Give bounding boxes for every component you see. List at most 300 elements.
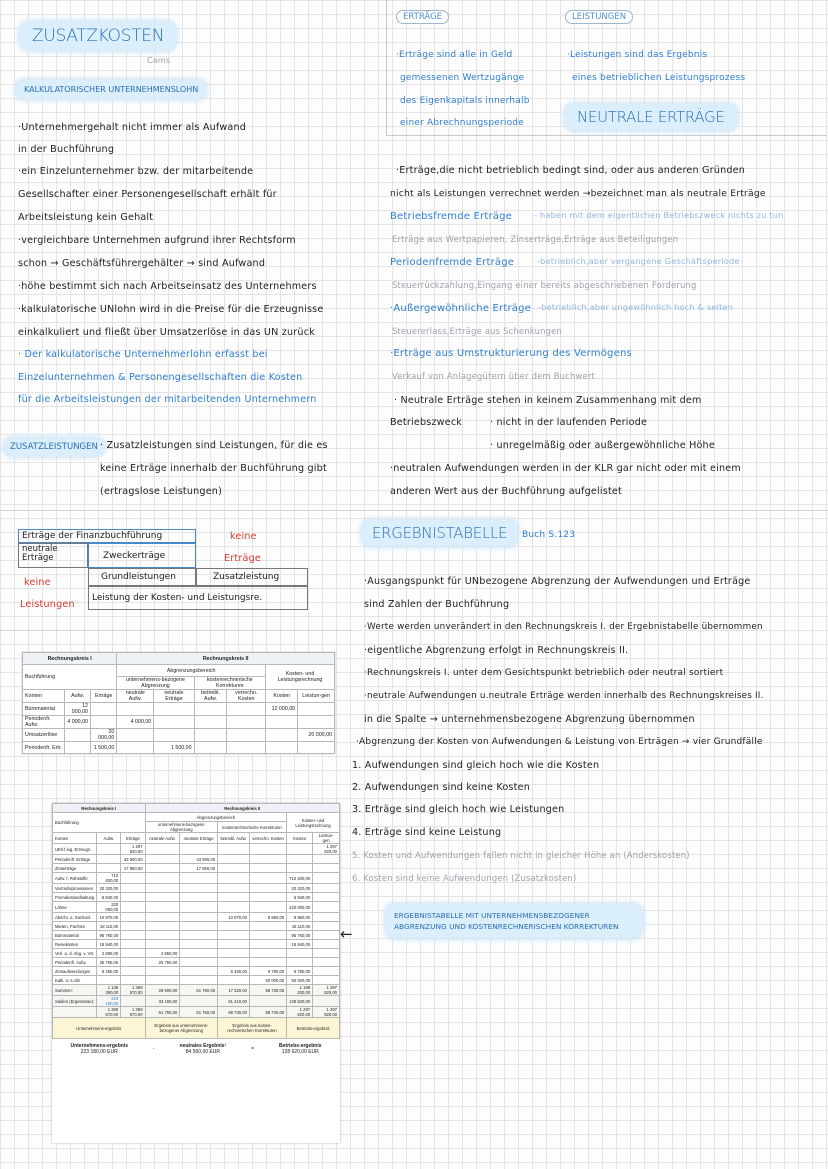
th-unternehmens: unternehmens-bezogene Abgrenzung [145,822,218,833]
table-cell: 18 940,00 [97,940,121,949]
table-cell: 1 297 820,00 [313,844,340,855]
text-line: nicht als Leistungen verrechnet werden →bezeichnet man als neutrale Erträge [390,188,766,199]
table-cell [218,922,250,931]
text-line: schon → Geschäftsführergehälter → sind Aufwand [18,258,266,269]
table-cell [227,703,266,716]
table-cell: 220 000,00 [287,902,313,913]
table-cell: Fremdinstandhaltung [53,893,97,902]
table-cell [121,902,145,913]
table-cell [249,931,286,940]
table-cell: 223 180,00 [97,996,121,1007]
table-cell [180,893,218,902]
table-cell: 25 750,00 [97,958,121,967]
callout-line: ERGEBNISTABELLE MIT UNTERNEHMENSBEZOGENER [394,911,590,920]
text-line-blue: des Eigenkapitals innerhalb [400,96,530,106]
th-buchfuehrung: Buchführung [53,813,146,833]
text-line-blue: ·Leistungen sind das Ergebnis [567,50,708,60]
th-rk1: Rechnungskreis I [53,804,146,813]
table-cell [145,864,180,873]
table-cell: UErl.f.eig. Erzeugn. [53,844,97,855]
table-cell [313,967,340,976]
text-line: · Neutrale Erträge stehen in keinem Zusammenhang mit dem [394,395,702,406]
table-cell [65,729,91,742]
table-cell [121,931,145,940]
table-cell: 43 900,00 [180,855,218,864]
cell-grundleistungen: Grundleistungen [88,568,196,586]
formula-operator: - [152,1046,155,1052]
table-cell: 17 850,00 [121,864,145,873]
table-cell: 1 136 390,00 [97,985,121,996]
table-cell: Büromaterial [23,703,65,716]
table-cell: 33 150,00 [145,996,180,1007]
table-cell [97,855,121,864]
item-head: Betriebsfremde Erträge [390,211,513,222]
table-row [53,922,340,931]
column-header: neutrale Aufw. [145,833,180,844]
table-cell [65,742,91,754]
table-cell [313,931,340,940]
th-rk1: Rechnungskreis I [23,653,117,665]
table-cell: Periodenfr. Aufw. [23,716,65,729]
table-cell [145,893,180,902]
item-note: -betrieblich,aber vergangene Geschäftsperiode [537,256,740,266]
table-cell: 138 620,00 [287,996,313,1007]
column-header: Leistun-gen [313,833,340,844]
table-cell [121,873,145,884]
text-line: ·neutralen Aufwendungen werden in der KLR gar nicht oder mit einem [390,463,741,474]
table-cell [249,884,286,893]
table-cell: 710 400,00 [287,873,313,884]
column-header: neutrale Erträge [154,690,194,703]
table-cell [121,996,145,1007]
table-cell [313,996,340,1007]
text-line: · Zusatzleistungen sind Leistungen, für die es [100,440,328,451]
table-cell [194,729,227,742]
table-row [23,703,335,716]
text-line: ·Werte werden unverändert in den Rechnungskreis I. der Ergebnistabelle übernommen [364,622,763,632]
item-note: -betrieblich,aber ungewöhnlich hoch & selten [538,302,734,312]
table-cell: Kalk. U.-Lohn [53,976,97,985]
table-cell: Büromaterial [53,931,97,940]
th-rk2: Rechnungskreis II [145,804,339,813]
table-cell [249,902,286,913]
table-cell [180,873,218,884]
table-cell [218,864,250,873]
table-cell [145,913,180,922]
text-line: 2. Aufwendungen sind keine Kosten [352,782,530,793]
column-header: Erträge [91,690,117,703]
formula-term: Betriebs-ergebnis 138 620,00 EUR [279,1043,322,1055]
table-cell: 20 320,00 [287,884,313,893]
table-cell: 9 780,00 [287,967,313,976]
rechnungskreis-table [22,652,335,754]
table-cell: 28 600,00 [145,985,180,996]
table-cell: 12 000,00 [65,703,91,716]
table-cell [313,884,340,893]
table-cell [287,949,313,958]
table-cell [287,855,313,864]
divider [0,510,828,511]
table-row [53,940,340,949]
column-header: Aufw. [65,690,91,703]
table-cell: 43 900,00 [121,855,145,864]
table-row [53,949,340,958]
table-cell [145,884,180,893]
book-reference: Buch S.123 [522,530,576,540]
ergebnistabelle-title: ERGEBNISTABELLE [362,520,517,546]
text-line: in die Spalte → unternehmensbezogene Abgrenzung übernommen [364,714,695,725]
example-table-small [22,652,335,754]
table-cell [194,742,227,754]
item-head: ·Erträge aus Umstrukturierung des Vermögens [390,348,632,359]
table-row [53,985,340,996]
table-cell: 50 000,00 [287,976,313,985]
table-cell: Periodenfr. Erträge [53,855,97,864]
table-cell [121,940,145,949]
table-cell: Verl. a. d. Abg. v. VG [53,949,97,958]
table-cell: 61 750,00 [180,985,218,996]
column-header: Konten [23,690,65,703]
table-cell: 1 297 820,00 [121,844,145,855]
table-cell: 1 359 570,00 [121,985,145,996]
text-line: ·kalkulatorische UNlohn wird in die Preise für die Erzeugnisse [18,304,324,315]
text-line: keine Erträge innerhalb der Buchführung gibt [100,463,327,474]
table-cell [194,716,227,729]
table-cell [91,703,117,716]
table-cell: Zinsaufwendungen [53,967,97,976]
table-cell [218,873,250,884]
table-cell: 2 850,00 [97,949,121,958]
table-cell [121,913,145,922]
table-cell [91,716,117,729]
column-header: Kosten [287,833,313,844]
item-head: Periodenfremde Erträge [390,257,515,268]
label-ertraege: Erträge [224,553,261,564]
divider [386,0,387,135]
table-cell: Aufw. f. Rohstoffe [53,873,97,884]
table-cell: 1 359 570,00 [121,1007,145,1018]
label-keine: keine [24,577,51,588]
table-cell [180,931,218,940]
table-row [53,893,340,902]
column-header: Erträge [121,833,145,844]
table-cell [121,967,145,976]
table-cell [154,716,194,729]
table-cell [145,922,180,931]
table-cell [145,931,180,940]
th-unternehmens: unternehmens-bezogene Abgrenzung [117,677,194,690]
text-line-blue: gemessenen Wertzugänge [400,73,525,83]
item-example: Steuerrückzahlung,Eingang einer bereits abgeschriebenen Forderung [392,280,697,290]
table-cell [145,855,180,864]
text-line-blue: ·Erträge sind alle in Geld [396,50,513,60]
text-line-light: 5. Kosten und Aufwendungen fallen nicht in gleicher Höhe an (Anderskosten) [352,850,690,860]
table-row [53,873,340,884]
table-cell [266,742,298,754]
table-cell [154,729,194,742]
formula-term: Unternehmens-ergebnis 223 180,00 EUR [70,1043,128,1055]
text-line: 3. Erträge sind gleich hoch wie Leistungen [352,804,565,815]
table-row [53,976,340,985]
table-cell [298,703,335,716]
table-cell [180,922,218,931]
text-line: Arbeitsleistung kein Gehalt [18,212,154,223]
table-cell: 8 950,00 [249,913,286,922]
table-cell [266,729,298,742]
table-cell [313,913,340,922]
ergebnistabelle-callout [386,904,642,938]
table-cell: 17 850,00 [180,864,218,873]
text-line-light: 6. Kosten sind keine Aufwendungen (Zusatzkosten) [352,873,577,883]
column-header: neutrale Aufw. [117,690,154,703]
table-cell: 25 750,00 [145,958,180,967]
table-cell: Umsatzerlöse [23,729,65,742]
table-cell: 6 450,00 [218,967,250,976]
table-cell [313,893,340,902]
table-cell [287,864,313,873]
table-cell [180,967,218,976]
table-cell: Zinserträge [53,864,97,873]
table-cell [180,976,218,985]
table-row [53,902,340,913]
table-cell [117,703,154,716]
ertraege-pill: ERTRÄGE [396,10,449,24]
table-cell: 6 940,00 [287,893,313,902]
text-line: ·ein Einzelunternehmer bzw. der mitarbeitende [18,166,254,177]
text-line: ·eigentliche Abgrenzung erfolgt in Rechnungskreis II. [364,645,629,656]
cell-zweckertraege: Zweckerträge [88,543,196,568]
table-cell [249,855,286,864]
table-cell [313,958,340,967]
formula-operator: = [251,1046,255,1052]
table-cell: 10 870,00 [97,913,121,922]
table-cell: 1 297 820,00 [313,1007,340,1018]
column-header: verrechn. Kosten [249,833,286,844]
table-cell [218,949,250,958]
text-line: ·Abgrenzung der Kosten von Aufwendungen & Leistung von Erträgen → vier Grundfälle [356,737,763,747]
table-cell: 1 159 200,00 [287,985,313,996]
text-line: anderen Wert aus der Buchführung aufgelistet [390,486,622,497]
divider [386,135,826,136]
text-line: · nicht in der laufenden Periode [490,417,648,428]
table-cell [97,976,121,985]
table-cell [266,716,298,729]
table-cell: Löhne [53,902,97,913]
formula-term: neutrales Ergebnis¹ 84 560,00 EUR [179,1043,227,1055]
table-cell [287,958,313,967]
table-cell [227,729,266,742]
table-row [53,884,340,893]
table-row [53,958,340,967]
text-line: sind Zahlen der Buchführung [364,599,510,610]
table-cell: Periodenfr. Ertr. [23,742,65,754]
table-cell [145,902,180,913]
table-cell [298,742,335,754]
table-cell [227,716,266,729]
text-line: Gesellschafter einer Personengesellschaft erhält für [18,189,277,200]
table-cell: 50 000,00 [249,976,286,985]
table-cell: Summen: [53,985,97,996]
th-rk2: Rechnungskreis II [117,653,335,665]
table-cell [249,996,286,1007]
table-cell [121,922,145,931]
result-label: Betriebs-ergebnis [287,1018,340,1039]
table-cell [117,742,154,754]
table-cell: 95 760,00 [97,931,121,940]
table-cell: 2 850,00 [145,949,180,958]
table-cell: 1 297 820,00 [287,1007,313,1018]
table-cell: 1 500,00 [154,742,194,754]
table-cell [145,844,180,855]
table-cell: 220 000,00 [97,902,121,913]
table-cell [97,864,121,873]
text-line-blue: einer Abrechnungsperiode [400,118,524,128]
rechnungskreis-table-full [52,803,340,1039]
table-cell [218,855,250,864]
table-cell [249,864,286,873]
table-cell [180,958,218,967]
th-kostenrechnerisch: kostenrechnerische Korrekturen [194,677,265,690]
result-label: Ergebnis aus unternehmens-bezogener Abgrenzung [145,1018,218,1039]
table-cell [249,940,286,949]
table-cell [313,855,340,864]
table-cell: Abschr. a. Sachanl. [53,913,97,922]
cell-ertraege-fibu: Erträge der Finanzbuchführung [18,529,196,543]
table-cell [313,902,340,913]
table-cell: Salden (Ergebnisse): [53,996,97,1007]
table-cell: 6 450,00 [97,967,121,976]
text-line: einkalkuliert und fließt über Umsatzerlöse in das UN zurück [18,327,315,338]
table-row [53,844,340,855]
table-cell: Mieten, Pachten [53,922,97,931]
table-cell: Vertriebsprovisionen [53,884,97,893]
table-cell: 10 870,00 [218,913,250,922]
text-line-blue: · Der kalkulatorische Unternehmerlohn erfasst bei [18,349,268,360]
table-cell [121,884,145,893]
table-cell [249,893,286,902]
table-row [23,742,335,754]
label-keine: keine [230,531,257,542]
column-header: betriebl. Aufw. [194,690,227,703]
table-cell [249,873,286,884]
column-header: Leistun-gen [298,690,335,703]
text-line: ·vergleichbare Unternehmen aufgrund ihrer Rechtsform [18,235,296,246]
table-cell [249,922,286,931]
th-abgrenzung: Abgrenzungsbereich [117,665,266,677]
neutrale-ertraege-title: NEUTRALE ERTRÄGE [565,104,737,130]
column-header: verrechn. Kosten [227,690,266,703]
table-row [53,996,340,1007]
table-cell [218,902,250,913]
text-line: ·Unternehmergehalt nicht immer als Aufwand [18,122,247,133]
column-header: Kosten [266,690,298,703]
table-cell: 20 000,00 [91,729,117,742]
signature: Cams [147,56,171,65]
th-abgrenzung: Abgrenzungsbereich [145,813,287,822]
table-cell [218,893,250,902]
item-example: Erträge aus Wertpapieren, Zinserträge,Erträge aus Beteiligungen [392,234,679,244]
table-cell: 4 000,00 [65,716,91,729]
text-line: 4. Erträge sind keine Leistung [352,827,502,838]
table-cell: 61 750,00 [180,1007,218,1018]
table-cell: 61 750,00 [145,1007,180,1018]
table-cell: 68 730,00 [249,1007,286,1018]
text-line: ·Ausgangspunkt für UNbezogene Abgrenzung der Aufwendungen und Erträge [364,576,751,587]
table-cell [218,940,250,949]
text-line: in der Buchführung [18,144,115,155]
table-cell: 51 410,00 [218,996,250,1007]
text-line-blue: für die Arbeitsleistungen der mitarbeitenden Unternehmern [18,394,317,405]
table-cell [180,884,218,893]
table-row [53,913,340,922]
table-cell: 1 500,00 [91,742,117,754]
column-header: neutrale Erträge [180,833,218,844]
result-label: Ergebnis aus kosten-rechnerischen Korrekturen [218,1018,287,1039]
text-line: ·Erträge,die nicht betrieblich bedingt sind, oder aus anderen Gründen [396,165,746,176]
table-cell: 6 940,00 [97,893,121,902]
result-formula [52,1039,340,1059]
table-cell [97,844,121,855]
column-header: Aufw. [97,833,121,844]
text-line-blue: Einzelunternehmen & Personengesellschaften die Kosten [18,372,303,383]
table-cell [154,703,194,716]
item-example: Steuererlass,Erträge aus Schenkungen [392,326,562,336]
table-cell [53,1007,97,1018]
callout-line: ABGRENZUNG UND KOSTENRECHNERISCHEN KORREKTUREN [394,922,619,931]
table-cell [313,864,340,873]
table-cell [249,844,286,855]
item-note: - haben mit dem eigentlichen Betriebszweck nichts zu tun [534,210,784,220]
th-kostenrechnerisch: kostenrechnerische Korrekturen [218,822,287,833]
item-head: ·Außergewöhnliche Erträge [390,303,532,314]
text-line: Betriebszweck [390,417,463,428]
table-cell [194,703,227,716]
table-row [53,967,340,976]
table-cell [287,844,313,855]
table-cell [218,931,250,940]
table-cell [145,967,180,976]
table-cell [218,884,250,893]
table-cell: 12 000,00 [266,703,298,716]
table-cell: 18 110,00 [97,922,121,931]
table-cell [117,729,154,742]
table-row [53,855,340,864]
table-cell: 4 000,00 [117,716,154,729]
table-cell: 20 320,00 [97,884,121,893]
arrow-left-icon: ← [340,925,353,943]
text-line: 1. Aufwendungen sind gleich hoch wie die Kosten [352,760,600,771]
table-cell [121,893,145,902]
cell-leistung-klr: Leistung der Kosten- und Leistungsre. [88,586,308,610]
table-row [53,864,340,873]
table-cell: 95 760,00 [287,931,313,940]
label-leistungen: Leistungen [20,599,75,610]
text-line: · unregelmäßig oder außergewöhnliche Höhe [490,440,715,451]
result-label: Unternehmens-ergebnis [53,1018,146,1039]
table-cell [313,873,340,884]
table-cell [121,958,145,967]
table-cell [249,958,286,967]
table-cell [145,976,180,985]
table-cell: 18 110,00 [287,922,313,931]
divider [0,630,352,631]
unternehmerlohn-badge: KALKULATORISCHER UNTERNEHMENSLOHN [16,80,206,99]
table-cell: 1 359 570,00 [97,1007,121,1018]
text-line-blue: eines betrieblichen Leistungsprozess [572,73,746,83]
table-cell [218,958,250,967]
column-header: Konten [53,833,97,844]
table-cell [180,996,218,1007]
